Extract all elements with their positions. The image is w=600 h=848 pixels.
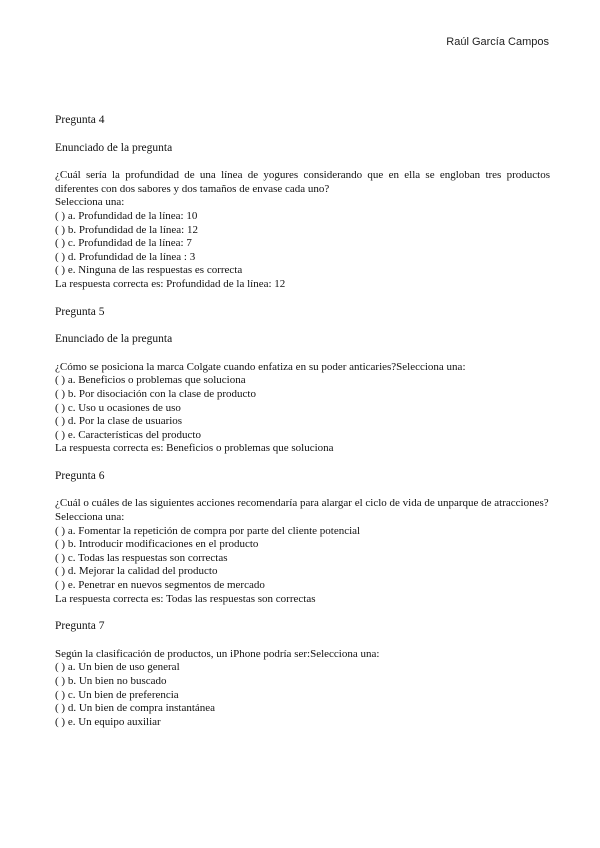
- question-5: [55, 306, 550, 456]
- option-c: ( ) c. Uso u ocasiones de uso: [55, 401, 181, 414]
- option-a: ( ) a. Profundidad de la línea: 10: [55, 209, 198, 222]
- option-a: ( ) a. Fomentar la repetición de compra por parte del cliente potencial: [55, 524, 361, 537]
- option-d: ( ) d. Mejorar la calidad del producto: [55, 565, 218, 578]
- option-c: ( ) c. Un bien de preferencia: [55, 688, 179, 701]
- author-name: Raúl García Campos: [446, 36, 549, 48]
- question-4: [55, 114, 550, 292]
- option-b: ( ) b. Profundidad de la línea: 12: [55, 223, 198, 236]
- correct-answer: La respuesta correcta es: Todas las respuestas son correctas: [55, 592, 316, 605]
- option-a: ( ) a. Un bien de uso general: [55, 661, 180, 674]
- option-d: ( ) d. Por la clase de usuarios: [55, 415, 183, 428]
- question-prompt: Selecciona una:: [55, 511, 125, 524]
- question-text: Según la clasificación de productos, un iPhone podría ser:Selecciona una:: [55, 647, 380, 660]
- question-title: Pregunta 7: [55, 620, 105, 633]
- option-d: ( ) d. Un bien de compra instantánea: [55, 702, 216, 715]
- correct-answer: La respuesta correcta es: Beneficios o problemas que soluciona: [55, 442, 334, 455]
- document-body: [55, 114, 550, 743]
- option-a: ( ) a. Beneficios o problemas que soluciona: [55, 374, 246, 387]
- option-e: ( ) e. Un equipo auxiliar: [55, 715, 161, 728]
- question-title: Pregunta 4: [55, 114, 105, 126]
- question-text: ¿Cómo se posiciona la marca Colgate cuando enfatiza en su poder anticaries?Selecciona una:: [55, 360, 466, 373]
- question-title: Pregunta 5: [55, 305, 105, 318]
- option-b: ( ) b. Un bien no buscado: [55, 675, 167, 687]
- option-e: ( ) e. Ninguna de las respuestas es correcta: [55, 264, 243, 277]
- option-c: ( ) c. Todas las respuestas son correctas: [55, 551, 228, 564]
- question-6: [55, 470, 550, 606]
- option-b: ( ) b. Por disociación con la clase de producto: [55, 387, 256, 400]
- question-title: Pregunta 6: [55, 469, 105, 482]
- option-d: ( ) d. Profundidad de la línea : 3: [55, 250, 196, 263]
- question-7: [55, 620, 550, 729]
- option-c: ( ) c. Profundidad de la línea: 7: [55, 237, 192, 250]
- statement-heading: Enunciado de la pregunta: [55, 333, 173, 346]
- option-e: ( ) e. Penetrar en nuevos segmentos de mercado: [55, 579, 265, 592]
- option-b: ( ) b. Introducir modificaciones en el producto: [55, 538, 259, 551]
- question-text: ¿Cuál o cuáles de las siguientes acciones recomendaría para alargar el ciclo de vida de unparque de atracciones?: [55, 497, 549, 510]
- question-prompt: Selecciona una:: [55, 196, 125, 209]
- statement-heading: Enunciado de la pregunta: [55, 141, 173, 154]
- option-e: ( ) e. Características del producto: [55, 428, 201, 441]
- correct-answer: La respuesta correcta es: Profundidad de la línea: 12: [55, 277, 286, 290]
- question-text: ¿Cuál sería la profundidad de una línea de yogures considerando que en ella se engloban tres productos diferentes con dos sabores y dos tamaños de envase cada uno?: [55, 169, 550, 195]
